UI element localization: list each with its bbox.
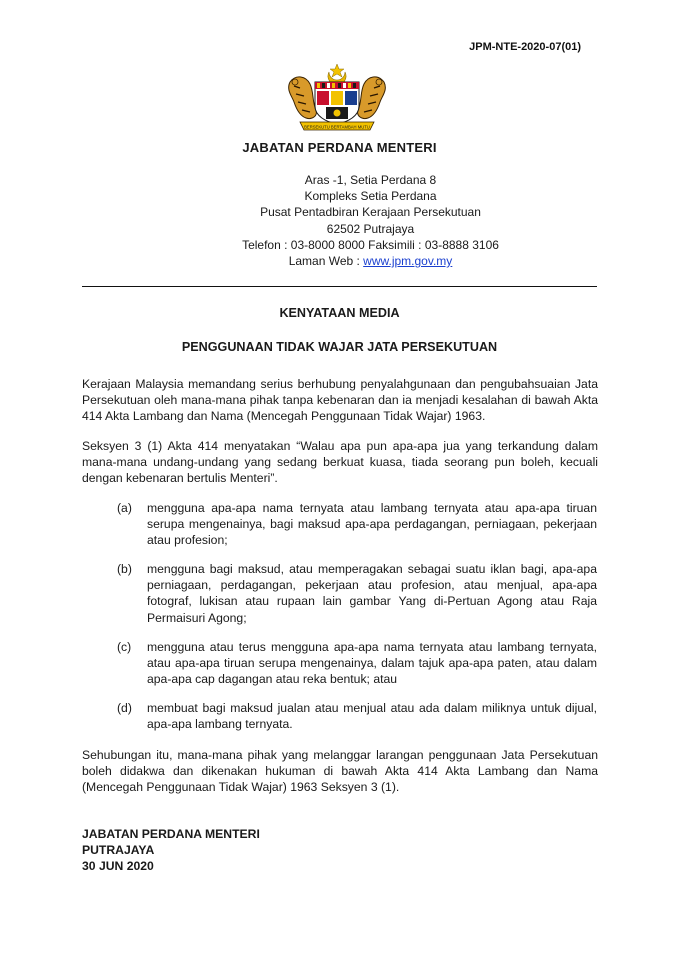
document-reference-number: JPM-NTE-2020-07(01) [469,41,581,53]
address-line-1: Aras -1, Setia Perdana 8 [304,173,437,187]
web-address-line [0,253,679,269]
web-label: Laman Web : [288,254,364,269]
signature-location: PUTRAJAYA [82,843,155,858]
list-item-text: membuat bagi maksud jualan atau menjual atau ada dalam miliknya untuk dijual, apa-apa lambang ternyata. [147,701,597,732]
paragraph-2: Seksyen 3 (1) Akta 414 menyatakan “Walau apa pun apa-apa jua yang terkandung dalam mana-mana undang-undang yang sedang berkuat kuasa, tiada seorang pun boleh, kecuali dengan kebenaran bertulis Menteri”. [82,439,598,486]
website-link[interactable]: www.jpm.gov.my [363,254,453,269]
document-title: KENYATAAN MEDIA [279,306,400,320]
list-item-a [117,500,597,549]
list-item-text: mengguna atau terus mengguna apa-apa nama ternyata atau lambang ternyata, atau apa-apa tiruan serupa mengenainya, dalam tajuk apa-apa paten, atau dalam apa-apa cap dagangan atau reka bentuk; atau [147,640,597,687]
document-subtitle: PENGGUNAAN TIDAK WAJAR JATA PERSEKUTUAN [181,340,498,354]
address-line-2: Kompleks Setia Perdana [304,189,437,204]
signature-department: JABATAN PERDANA MENTERI [82,827,260,841]
address-line-3: Pusat Pentadbiran Kerajaan Persekutuan [260,205,481,220]
list-item-label: (c) [117,640,132,654]
list-item-label: (a) [117,501,132,515]
signature-date: 30 JUN 2020 [82,859,154,874]
paragraph-3: Sehubungan itu, mana-mana pihak yang melanggar larangan penggunaan Jata Persekutuan boleh didakwa dan dikenakan hukuman di bawah Akta 414 Akta Lambang dan Nama (Mencegah Penggunaan Tidak Wajar) 1963 Seksyen 3 (1). [82,748,598,795]
header-divider [82,286,597,287]
address-block [0,172,679,269]
address-line-4: 62502 Putrajaya [326,221,415,236]
list-item-c [117,639,597,688]
list-item-label: (d) [117,701,132,715]
list-item-b [117,561,597,626]
department-name: JABATAN PERDANA MENTERI [242,140,437,155]
paragraph-1: Kerajaan Malaysia memandang serius berhubung penyalahgunaan dan pengubahsuaian Jata Persekutuan oleh mana-mana pihak tanpa kebenaran dan ia menjadi kesalahan di bawah Akta 414 Akta Lambang dan Nama (Mencegah Penggunaan Tidak Wajar) 1963. [82,377,598,424]
list-item-label: (b) [117,562,132,576]
crest-banner-text: BERSEKUTU BERTAMBAH MUTU [304,124,370,130]
signature-block [82,826,260,875]
address-line-5: Telefon : 03-8000 8000 Faksimili : 03-8888 3106 [242,237,499,252]
list-item-d [117,700,597,732]
list-item-text: mengguna bagi maksud, atau memperagakan sebagai suatu iklan bagi, apa-apa perniagaan, perdagangan, pekerjaan atau profesion, atau menjual, apa-apa fotograf, lukisan atau rupaan lain gambar Yang di-Pertuan Agong atau Raja Permaisuri Agong; [147,562,597,625]
list-item-text: mengguna apa-apa nama ternyata atau lambang ternyata atau apa-apa tiruan serupa mengenainya, bagi maksud apa-apa perdagangan, perniagaan, pekerjaan atau profesion; [147,501,597,548]
coat-of-arms-icon [282,62,392,134]
